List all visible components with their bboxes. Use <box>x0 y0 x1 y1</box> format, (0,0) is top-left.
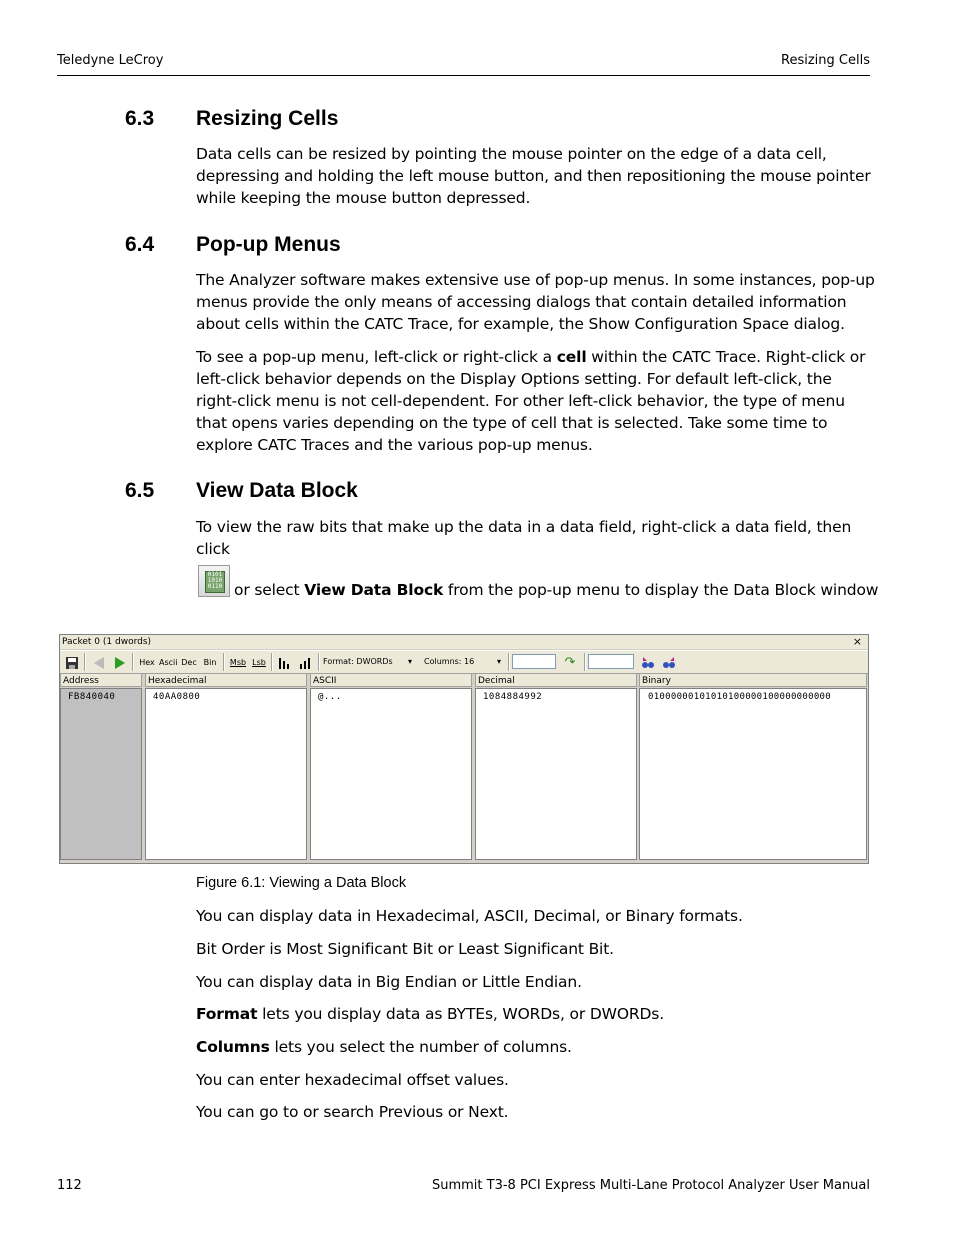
find-previous-icon[interactable] <box>638 653 658 673</box>
running-header-left: Teledyne LeCroy <box>57 53 164 68</box>
figure-caption: Figure 6.1: Viewing a Data Block <box>196 875 407 891</box>
section-number: 6.5 <box>125 479 155 502</box>
paragraph-view-data: To view the raw bits that make up the data in a data field, right-click a data field, then click <box>196 518 852 558</box>
paragraph-popup-intro: The Analyzer software makes extensive use of pop-up menus. In some instances, pop-up menus provide the only means of accessing dialogs that contain detailed information about cells within the CATC Trace, for example, the Show Configuration Space dialog. <box>196 271 875 333</box>
column-header-decimal[interactable]: Decimal <box>475 673 637 687</box>
section-number: 6.4 <box>125 233 155 256</box>
column-header-ascii[interactable]: ASCII <box>310 673 472 687</box>
section-title: View Data Block <box>196 479 358 502</box>
previous-arrow-icon[interactable] <box>89 653 109 673</box>
column-header-binary[interactable]: Binary <box>639 673 867 687</box>
format-select[interactable]: Format: DWORDs <box>323 653 418 671</box>
dec-button[interactable]: Dec <box>181 658 197 667</box>
hex-button[interactable]: Hex <box>139 658 155 667</box>
footer-title: Summit T3-8 PCI Express Multi-Lane Protocol Analyzer User Manual <box>431 1178 870 1193</box>
section-title: Pop-up Menus <box>196 233 341 256</box>
hex-cell[interactable]: 40AA0800 <box>145 688 307 860</box>
section-number: 6.3 <box>125 107 155 130</box>
data-block-icon[interactable]: 0101 1010 0110 <box>198 565 230 597</box>
ascii-button[interactable]: Ascii <box>159 658 178 667</box>
list-item: You can enter hexadecimal offset values. <box>196 1071 509 1089</box>
list-item: You can display data in Big Endian or Little Endian. <box>196 973 582 991</box>
find-next-icon[interactable] <box>659 653 679 673</box>
lsb-button[interactable]: Lsb <box>252 658 266 667</box>
chevron-down-icon: ▾ <box>497 657 502 666</box>
little-endian-icon[interactable] <box>296 653 316 673</box>
chevron-down-icon: ▾ <box>408 657 413 666</box>
paragraph-view-data-cont: or select View Data Block from the pop-up menu to display the Data Block window <box>234 581 879 599</box>
running-header-right: Resizing Cells <box>781 53 870 68</box>
close-button[interactable]: × <box>852 635 862 648</box>
offset-input[interactable] <box>512 654 556 669</box>
section-title: Resizing Cells <box>196 107 339 130</box>
save-icon[interactable] <box>62 653 82 673</box>
binary-cell[interactable]: 01000000101010100000100000000000 <box>639 688 867 860</box>
page-number: 112 <box>57 1178 82 1193</box>
list-item: Bit Order is Most Significant Bit or Least Significant Bit. <box>196 940 614 958</box>
list-item: You can display data in Hexadecimal, ASCII, Decimal, or Binary formats. <box>196 907 743 925</box>
decimal-cell[interactable]: 1084884992 <box>475 688 637 860</box>
window-title: Packet 0 (1 dwords) <box>60 635 868 649</box>
column-header-hex[interactable]: Hexadecimal <box>145 673 307 687</box>
bin-button[interactable]: Bin <box>203 658 217 667</box>
header-rule <box>57 75 870 76</box>
goto-arrow-icon[interactable]: ↷ <box>564 655 576 670</box>
next-arrow-icon[interactable] <box>110 653 130 673</box>
toolbar <box>60 650 868 674</box>
address-cell: FB840040 <box>60 688 142 860</box>
msb-button[interactable]: Msb <box>229 658 247 667</box>
column-header-address[interactable]: Address <box>60 673 142 687</box>
list-item: Columns lets you select the number of columns. <box>196 1038 572 1056</box>
search-input[interactable] <box>588 654 634 669</box>
paragraph-resizing: Data cells can be resized by pointing the mouse pointer on the edge of a data cell, depressing and holding the left mouse button, and then repositioning the mouse pointer while keeping the mouse button depressed. <box>196 145 871 207</box>
ascii-cell[interactable]: @... <box>310 688 472 860</box>
data-block-window <box>59 634 869 864</box>
paragraph-popup-detail: To see a pop-up menu, left-click or right-click a cell within the CATC Trace. Right-click or left-click behavior depends on the Display Options setting. For default left-click, the right-click menu is not cell-dependent. For other left-click behavior, the type of menu that opens varies depending on the type of cell that is selected. Take some time to explore CATC Traces and the various pop-up menus. <box>196 348 866 454</box>
list-item: You can go to or search Previous or Next. <box>196 1103 509 1121</box>
big-endian-icon[interactable] <box>275 653 295 673</box>
list-item: Format lets you display data as BYTEs, WORDs, or DWORDs. <box>196 1005 664 1023</box>
columns-select[interactable]: Columns: 16 <box>424 657 475 666</box>
